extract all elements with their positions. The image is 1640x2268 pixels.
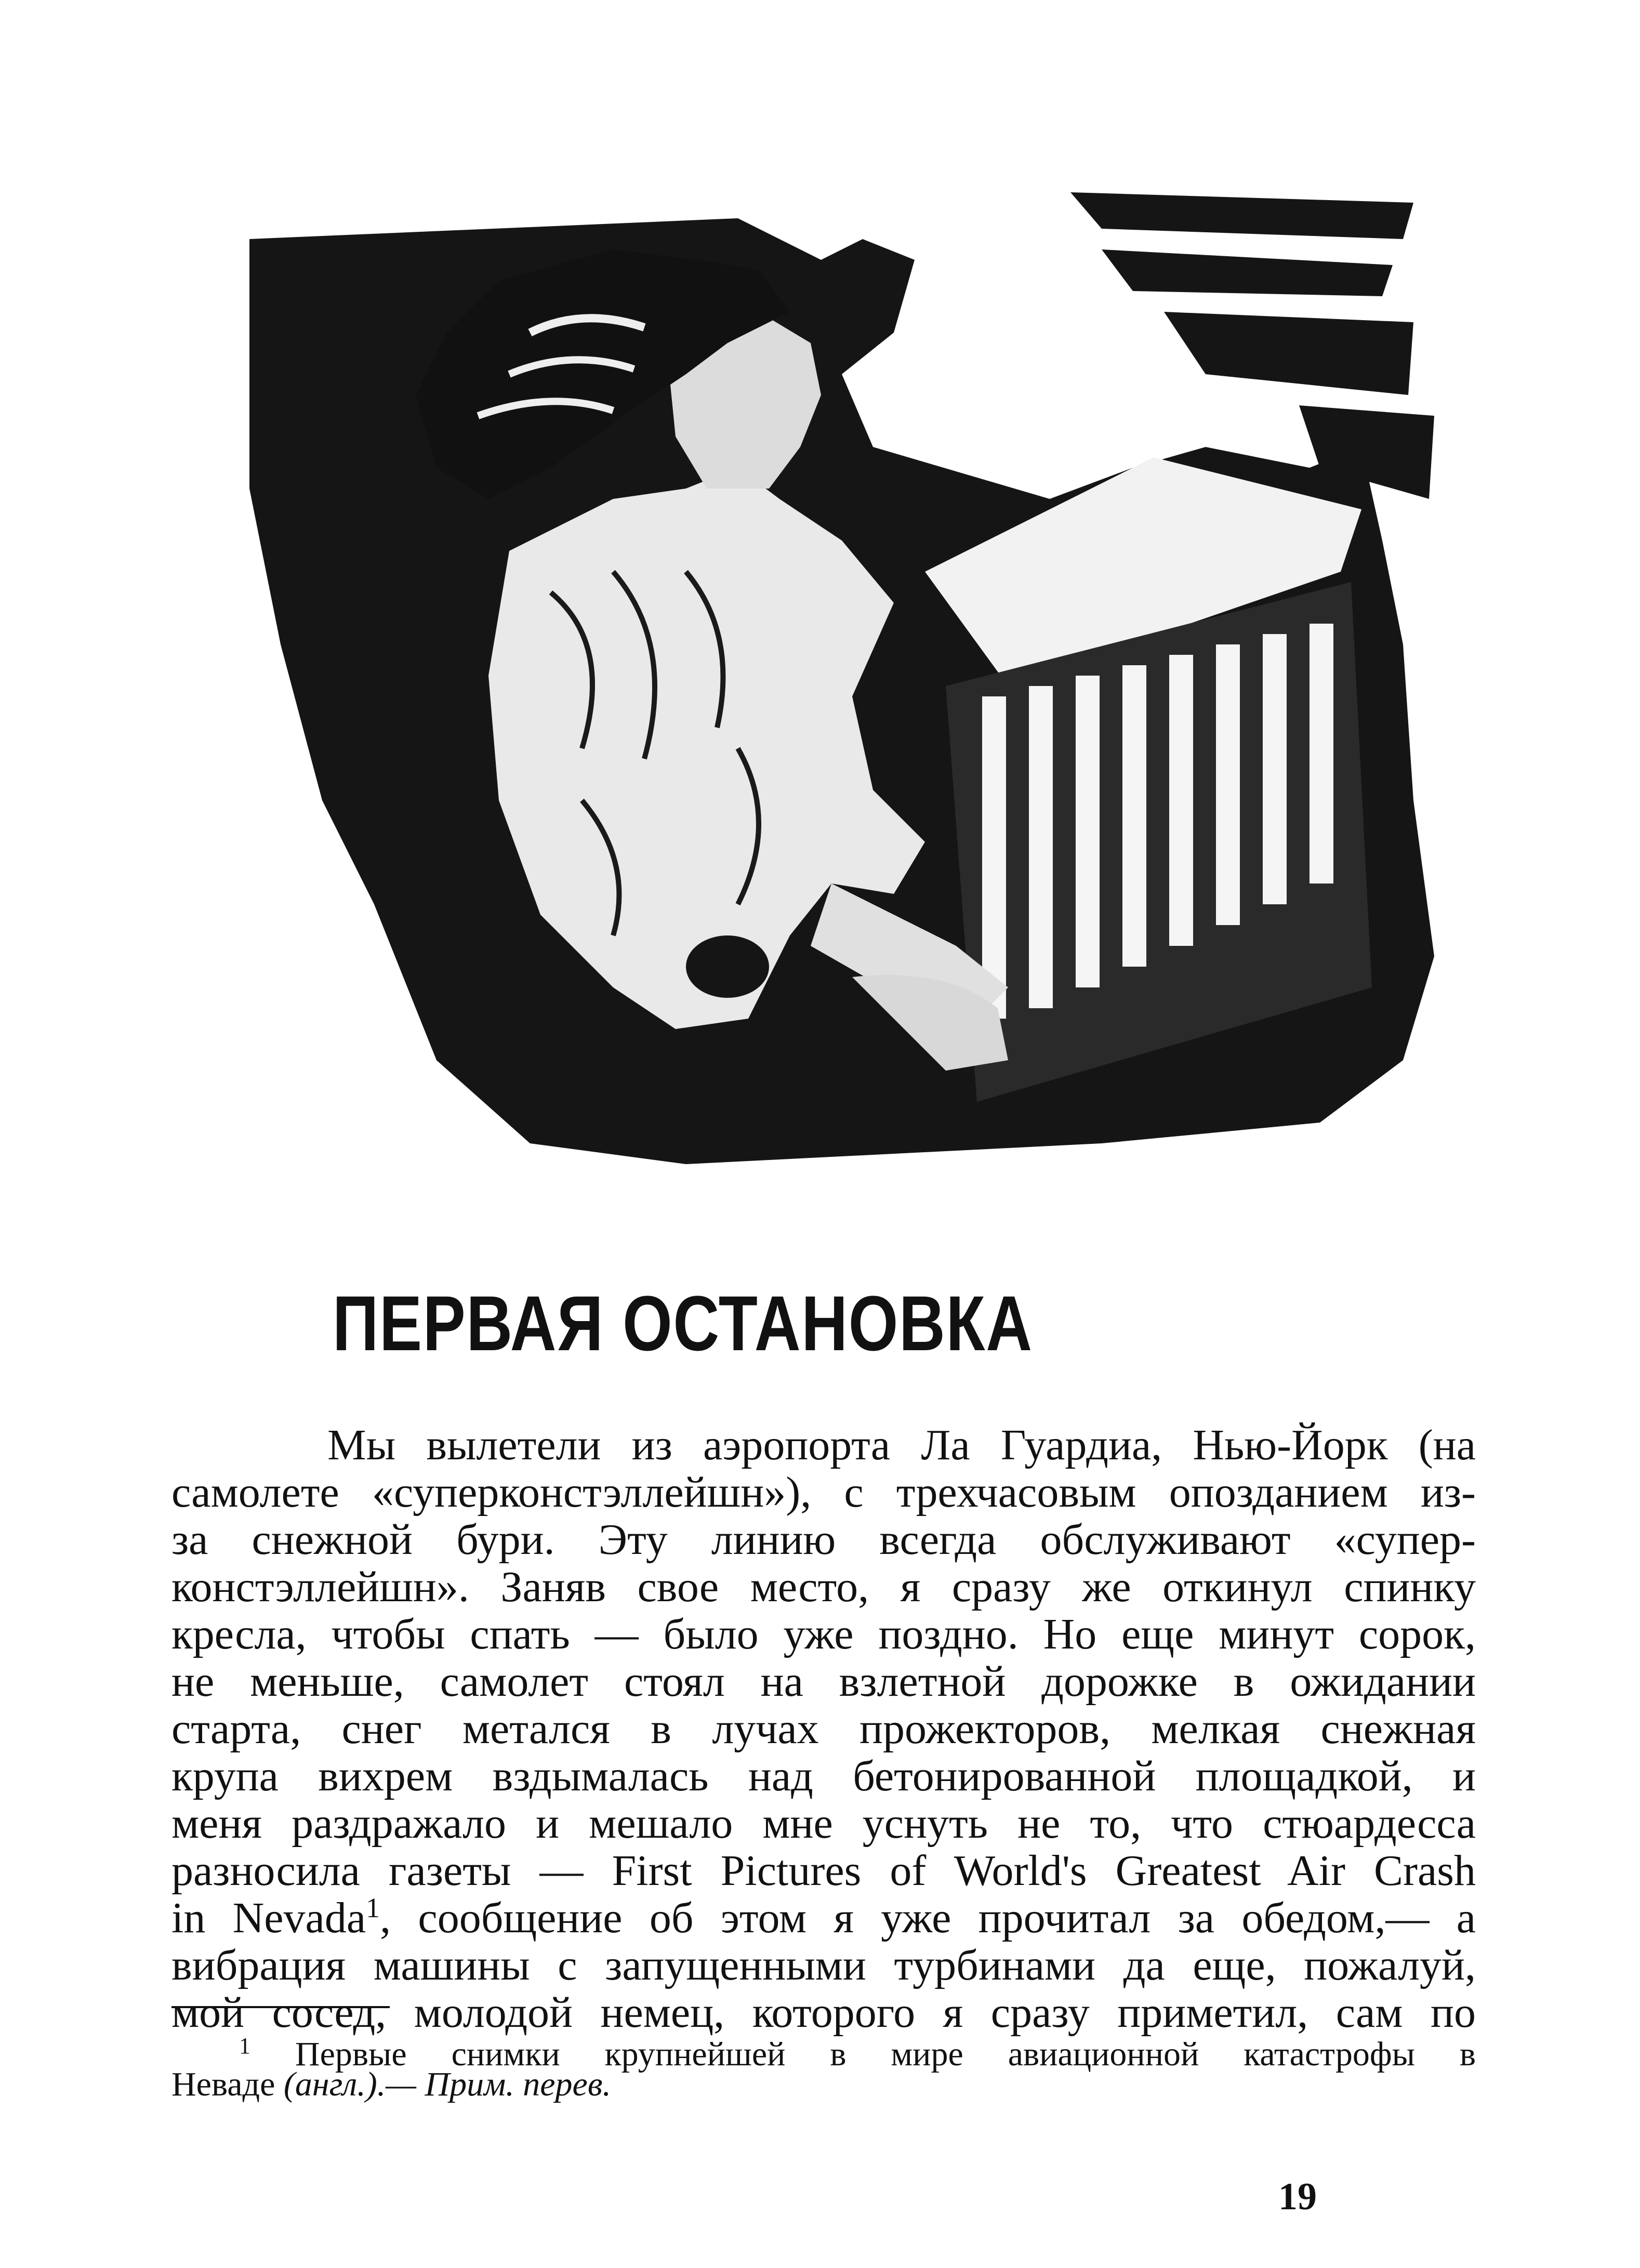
text-fragment: in Nevada [171, 1894, 366, 1942]
text-line: самолете «суперконстэллейшн»), с трехчасовым опозданием из- [171, 1468, 1476, 1517]
footnote-translator-note: (англ.).— Прим. перев. [283, 2065, 611, 2103]
footnote-line [171, 2027, 1476, 2073]
text-line: разносила газеты — First Pictures of World's Greatest Air Crash [171, 1847, 1476, 1895]
woman-and-building-engraving [218, 177, 1455, 1175]
body-text [171, 1421, 1476, 2036]
footnote-text: Неваде [171, 2065, 284, 2103]
chapter-title: ПЕРВАЯ ОСТАНОВКА [333, 1280, 1033, 1367]
text-line: меня раздражало и мешало мне уснуть не то, что стюардесса [171, 1799, 1476, 1848]
page-number: 19 [1278, 2175, 1317, 2218]
text-line: не меньше, самолет стоял на взлетной дорожке в ожидании [171, 1657, 1476, 1706]
text-line: старта, снег метался в лучах прожекторов, мелкая снежная [171, 1705, 1476, 1753]
footnote-reference: 1 [366, 1892, 380, 1923]
text-line: мой сосед, молодой немец, которого я сразу приметил, сам по [171, 1988, 1476, 2037]
text-line: Мы вылетели из аэропорта Ла Гуардиа, Нью-Йорк (на [327, 1421, 1476, 1469]
text-line: констэллейшн». Заняв свое место, я сразу же откинул спинку [171, 1563, 1476, 1611]
text-fragment: , сообщение об этом я уже прочитал за обедом,— а [380, 1894, 1476, 1942]
chapter-illustration [218, 177, 1455, 1175]
text-line-with-footnote [171, 1894, 1476, 1942]
text-line: кресла, чтобы спать — было уже поздно. Но еще минут сорок, [171, 1610, 1476, 1658]
footnote-divider [171, 2006, 390, 2008]
footnote-text: Первые снимки крупнейшей в мире авиационной катастрофы в [295, 2035, 1476, 2073]
footnote-marker: 1 [239, 2033, 250, 2059]
text-line: за снежной бури. Эту линию всегда обслуживают «супер- [171, 1515, 1476, 1564]
text-line: вибрация машины с запущенными турбинами да еще, пожалуй, [171, 1941, 1476, 1989]
text-line: крупа вихрем вздымалась над бетонированной площадкой, и [171, 1752, 1476, 1800]
footnote [171, 2027, 1476, 2104]
